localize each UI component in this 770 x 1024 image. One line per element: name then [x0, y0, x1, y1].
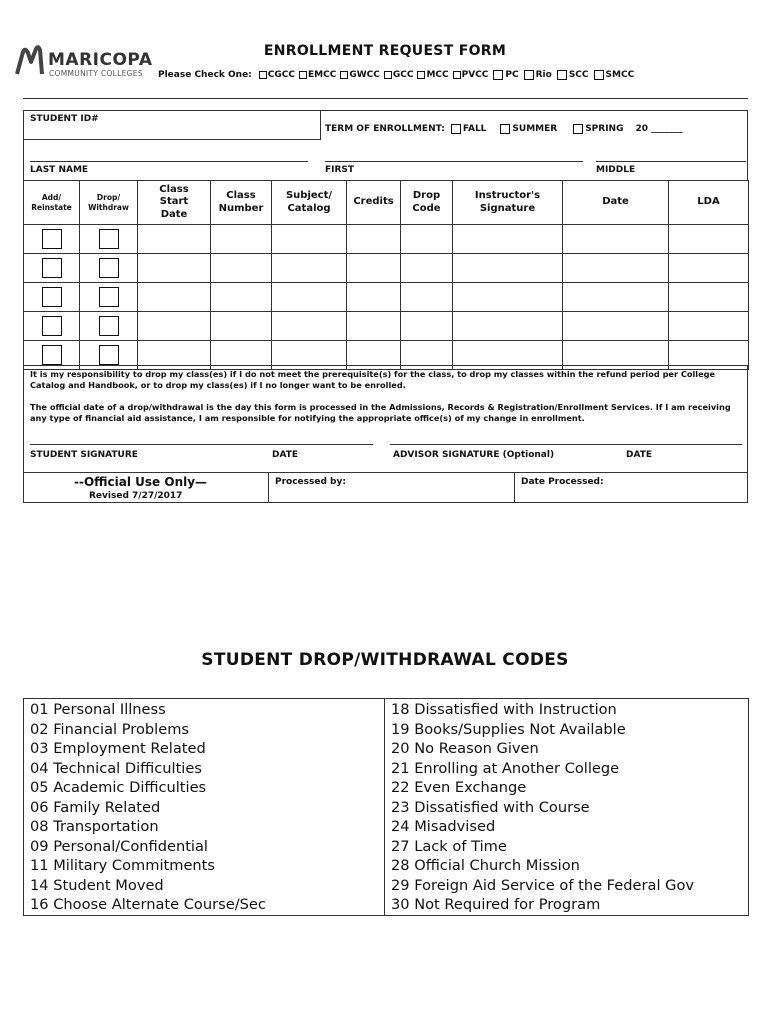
col-drop-code — [401, 181, 453, 225]
checkbox-mcc[interactable] — [417, 71, 425, 79]
credits-cell[interactable] — [347, 283, 401, 312]
signature-cell[interactable] — [453, 283, 563, 312]
col-subject — [272, 181, 347, 225]
checkbox-summer[interactable] — [500, 124, 510, 134]
revised-date: Revised 7/27/2017 — [89, 491, 183, 501]
checkbox-pc[interactable] — [493, 70, 503, 80]
official-divider-1 — [268, 472, 269, 503]
advisor-signature-label: ADVISOR SIGNATURE (Optional) — [393, 450, 555, 460]
credits-cell[interactable] — [347, 254, 401, 283]
code-item: 30 Not Required for Program — [391, 896, 601, 913]
col-add-label: Add/ Reinstate — [31, 193, 72, 212]
subject-cell[interactable] — [272, 283, 347, 312]
class-table — [23, 180, 749, 370]
credits-cell[interactable] — [347, 312, 401, 341]
class-start-cell[interactable] — [138, 283, 211, 312]
code-item: 11 Military Commitments — [30, 857, 216, 874]
code-item: 16 Choose Alternate Course/Sec — [30, 896, 266, 913]
code-item: 04 Technical Difficulties — [30, 759, 202, 777]
col-class-start — [138, 181, 211, 225]
header-divider — [23, 98, 748, 99]
option-pvcc: PVCC — [461, 70, 489, 80]
option-emcc: EMCC — [308, 70, 337, 80]
table-row — [24, 225, 749, 254]
signature-cell[interactable] — [453, 312, 563, 341]
col-signature-label: Instructor's Signature — [474, 190, 541, 214]
code-item: 08 Transportation — [30, 818, 159, 835]
add-checkbox[interactable] — [42, 316, 62, 336]
code-item: 18 Dissatisfied with Instruction — [391, 701, 617, 718]
checkbox-spring[interactable] — [573, 124, 583, 134]
term-spring: SPRING — [585, 124, 624, 134]
date-cell[interactable] — [563, 312, 669, 341]
advisor-date-label: DATE — [626, 450, 653, 460]
processed-by-label: Processed by: — [275, 477, 346, 487]
lda-cell[interactable] — [669, 225, 749, 254]
col-date — [563, 181, 669, 225]
last-name-line[interactable] — [30, 161, 308, 162]
checkbox-smcc[interactable] — [594, 70, 604, 80]
option-gwcc: GWCC — [349, 70, 380, 80]
add-checkbox[interactable] — [42, 229, 62, 249]
option-pc: PC — [505, 70, 519, 80]
codes-right-column — [385, 699, 749, 916]
checkbox-gcc[interactable] — [384, 71, 392, 79]
subject-cell[interactable] — [272, 254, 347, 283]
table-row — [24, 312, 749, 341]
term-row — [325, 124, 683, 134]
class-number-cell[interactable] — [211, 283, 272, 312]
drop-cell — [80, 254, 138, 283]
code-item: 29 Foreign Aid Service of the Federal Gov — [391, 876, 695, 894]
checkbox-emcc[interactable] — [299, 71, 307, 79]
class-start-cell[interactable] — [138, 254, 211, 283]
drop-code-cell[interactable] — [401, 312, 453, 341]
college-check-row — [158, 70, 634, 80]
code-item: 19 Books/Supplies Not Available — [391, 720, 626, 738]
check-one-label: Please Check One: — [158, 70, 252, 80]
code-item: 05 Academic Difficulties — [30, 779, 207, 796]
col-subject-label: Subject/ Catalog — [285, 190, 333, 214]
lda-cell[interactable] — [669, 312, 749, 341]
term-label: TERM OF ENROLLMENT: — [325, 124, 445, 134]
col-drop-code-label: Drop Code — [412, 190, 441, 214]
option-scc: SCC — [568, 70, 589, 80]
student-id-label: STUDENT ID# — [30, 114, 99, 124]
code-item: 01 Personal Illness — [30, 701, 166, 718]
drop-checkbox[interactable] — [99, 258, 119, 278]
middle-name-line[interactable] — [596, 161, 746, 162]
col-credits — [347, 181, 401, 225]
date-cell[interactable] — [563, 254, 669, 283]
drop-checkbox[interactable] — [99, 229, 119, 249]
col-drop-label: Drop/ Withdraw — [88, 193, 129, 212]
col-drop — [80, 181, 138, 225]
add-checkbox[interactable] — [42, 345, 62, 365]
class-start-cell[interactable] — [138, 225, 211, 254]
class-start-cell[interactable] — [138, 312, 211, 341]
code-item: 28 Official Church Mission — [391, 857, 580, 874]
student-date-label: DATE — [272, 450, 299, 460]
drop-checkbox[interactable] — [99, 345, 119, 365]
drop-checkbox[interactable] — [99, 287, 119, 307]
code-item: 20 No Reason Given — [391, 740, 539, 757]
drop-cell — [80, 312, 138, 341]
col-class-number — [211, 181, 272, 225]
code-item: 09 Personal/Confidential — [30, 837, 208, 855]
drop-code-cell[interactable] — [401, 225, 453, 254]
responsibility-statement: It is my responsibility to drop my class(es) if I do not meet the prerequisite(s) for the class, to drop my classes within the refund period per College Catalog and Handbook, or to drop my class(es) if I no longer want to be enrolled. — [30, 369, 716, 391]
drop-code-cell[interactable] — [401, 254, 453, 283]
student-id-vdivider — [320, 110, 321, 140]
option-cgcc: CGCC — [267, 70, 295, 80]
subject-cell[interactable] — [272, 312, 347, 341]
code-item: 22 Even Exchange — [391, 779, 527, 796]
lda-cell[interactable] — [669, 283, 749, 312]
credits-cell[interactable] — [347, 225, 401, 254]
official-use-label: --Official Use Only— — [74, 475, 208, 489]
table-row — [24, 283, 749, 312]
col-lda-label: LDA — [697, 196, 720, 208]
advisor-signature-line[interactable] — [390, 444, 742, 445]
code-item: 02 Financial Problems — [30, 720, 190, 738]
student-id-divider — [23, 139, 321, 140]
add-checkbox[interactable] — [42, 287, 62, 307]
col-class-number-label: Class Number — [218, 190, 264, 214]
first-name-line[interactable] — [325, 161, 583, 162]
add-cell — [24, 254, 80, 283]
drop-cell — [80, 283, 138, 312]
form-title: ENROLLMENT REQUEST FORM — [263, 43, 507, 59]
table-header-row — [24, 181, 749, 225]
col-signature — [453, 181, 563, 225]
student-signature-label: STUDENT SIGNATURE — [30, 450, 138, 460]
table-row — [24, 254, 749, 283]
term-summer: SUMMER — [512, 124, 558, 134]
middle-name-label: MIDDLE — [596, 165, 636, 175]
signature-cell[interactable] — [453, 225, 563, 254]
option-rio: Rio — [535, 70, 552, 80]
checkbox-gwcc[interactable] — [340, 71, 348, 79]
code-item: 27 Lack of Time — [391, 837, 507, 855]
class-number-cell[interactable] — [211, 225, 272, 254]
student-id-field[interactable] — [130, 112, 315, 137]
codes-table — [23, 698, 749, 916]
first-name-label: FIRST — [325, 165, 355, 175]
checkbox-rio[interactable] — [524, 70, 534, 80]
col-credits-label: Credits — [353, 196, 394, 208]
class-number-cell[interactable] — [211, 254, 272, 283]
checkbox-pvcc[interactable] — [453, 71, 461, 79]
col-add — [24, 181, 80, 225]
term-year[interactable]: 20 _______ — [635, 124, 683, 134]
add-cell — [24, 225, 80, 254]
logo-name: MARICOPA — [48, 50, 153, 70]
code-item: 24 Misadvised — [391, 818, 496, 835]
code-item: 06 Family Related — [30, 798, 161, 816]
signature-cell[interactable] — [453, 254, 563, 283]
codes-left-column — [24, 699, 385, 916]
checkbox-scc[interactable] — [557, 70, 567, 80]
drop-code-cell[interactable] — [401, 283, 453, 312]
drop-checkbox[interactable] — [99, 316, 119, 336]
add-checkbox[interactable] — [42, 258, 62, 278]
col-class-start-label: Class Start Date — [159, 183, 189, 220]
add-cell — [24, 312, 80, 341]
lda-cell[interactable] — [669, 254, 749, 283]
option-mcc: MCC — [426, 70, 449, 80]
date-cell[interactable] — [563, 225, 669, 254]
add-cell — [24, 283, 80, 312]
date-cell[interactable] — [563, 283, 669, 312]
official-divider-2 — [514, 472, 515, 503]
term-fall: FALL — [462, 124, 487, 134]
codes-title: STUDENT DROP/WITHDRAWAL CODES — [201, 650, 569, 670]
logo-subtitle: COMMUNITY COLLEGES — [49, 69, 143, 78]
option-gcc: GCC — [392, 70, 414, 80]
checkbox-fall[interactable] — [451, 124, 461, 134]
official-date-statement: The official date of a drop/withdrawal is the day this form is processed in the Admissions, Records & Registration/Enrollment Services. If I am receiving any type of financial aid assistance, I am responsible for notifying the appropriate office(s) of my change in enrollment. — [30, 402, 731, 424]
code-item: 21 Enrolling at Another College — [391, 759, 620, 777]
col-lda — [669, 181, 749, 225]
subject-cell[interactable] — [272, 225, 347, 254]
code-item: 03 Employment Related — [30, 740, 206, 757]
date-processed-label: Date Processed: — [521, 477, 604, 487]
code-item: 23 Dissatisfied with Course — [391, 798, 590, 816]
checkbox-cgcc[interactable] — [259, 71, 267, 79]
drop-cell — [80, 225, 138, 254]
col-date-label: Date — [602, 196, 629, 208]
option-smcc: SMCC — [605, 70, 635, 80]
code-item: 14 Student Moved — [30, 876, 164, 894]
class-number-cell[interactable] — [211, 312, 272, 341]
last-name-label: LAST NAME — [30, 165, 89, 175]
student-signature-line[interactable] — [30, 444, 373, 445]
